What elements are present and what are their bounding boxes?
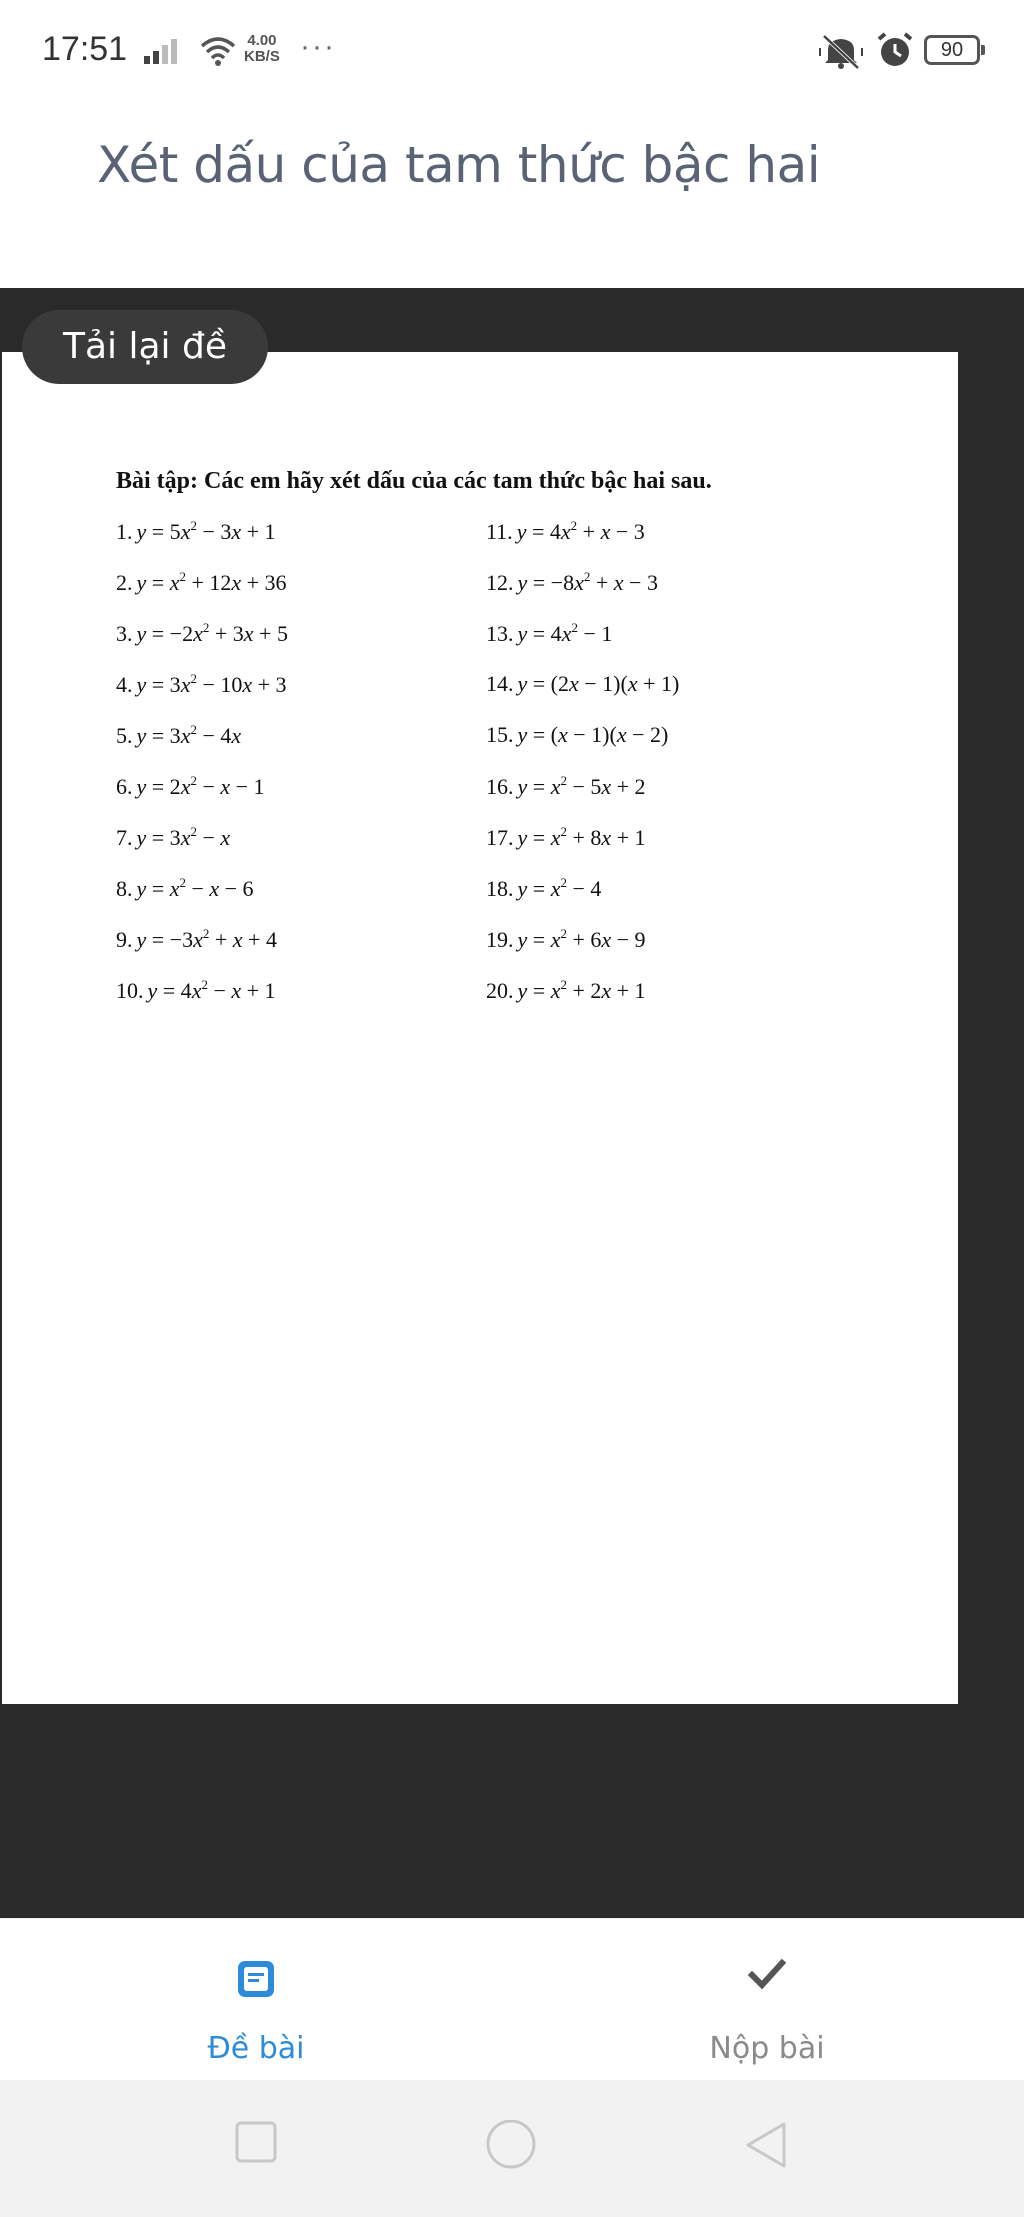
- exercise-item: [486, 518, 645, 545]
- tab-nop-bai[interactable]: [617, 1919, 917, 2081]
- back-icon[interactable]: [744, 2120, 788, 2170]
- status-bar: [0, 0, 1024, 100]
- exercise-number: 6.: [116, 774, 133, 799]
- exercise-expression: $y = x^2 - x - 6$: [136, 875, 254, 901]
- exercise-number: 12.: [486, 570, 514, 595]
- exercise-number: 15.: [486, 722, 514, 747]
- alarm-icon: [876, 31, 914, 69]
- more-notifications-icon: ···: [300, 30, 336, 63]
- exercise-item: [116, 773, 265, 800]
- exercise-expression: $y = -2x^2 + 3x + 5$: [136, 620, 288, 646]
- exercise-number: 3.: [116, 621, 133, 646]
- exercise-number: 13.: [486, 621, 514, 646]
- exercise-number: 1.: [116, 519, 133, 544]
- exercise-number: 11.: [486, 519, 513, 544]
- exercise-number: 17.: [486, 825, 514, 850]
- exercise-item: [116, 620, 288, 647]
- exercise-expression: y = (x − 1)(x − 2): [517, 722, 669, 747]
- document-page: [2, 352, 958, 1704]
- exercise-number: 16.: [486, 774, 514, 799]
- exercise-item: [116, 926, 277, 953]
- exercise-item: [116, 671, 287, 698]
- exercise-number: 5.: [116, 723, 133, 748]
- exercise-item: [116, 569, 287, 596]
- exercise-item: [486, 671, 679, 697]
- exercise-number: 14.: [486, 671, 514, 696]
- wifi-icon: [198, 34, 238, 68]
- exercise-number: 2.: [116, 570, 133, 595]
- recent-apps-icon[interactable]: [234, 2120, 278, 2164]
- exercise-expression: $y = x^2 + 2x + 1$: [517, 977, 646, 1003]
- battery-level: 90: [940, 39, 964, 61]
- exercise-number: 18.: [486, 876, 514, 901]
- exercise-item: [486, 977, 646, 1004]
- speed-unit: KB/S: [244, 48, 280, 65]
- exercise-expression: $y = x^2 + 12x + 36$: [136, 569, 287, 595]
- exercise-item: [116, 824, 230, 851]
- exercise-expression: $y = 3x^2 - 4x$: [136, 722, 242, 748]
- exercise-heading: Bài tập: Các em hãy xét dấu của các tam thức bậc hai sau.: [116, 468, 712, 494]
- exercise-expression: $y = 4x^2 - 1$: [517, 620, 613, 646]
- exercise-item: [486, 824, 646, 851]
- exercise-expression: $y = x^2 - 5x + 2$: [517, 773, 646, 799]
- exercise-expression: $y = 5x^2 - 3x + 1$: [136, 518, 276, 544]
- exercise-expression: $y = x^2 - 4$: [517, 875, 602, 901]
- exercise-expression: $y = x^2 + 8x + 1$: [517, 824, 646, 850]
- reload-exam-button[interactable]: Tải lại đề: [22, 310, 268, 384]
- check-icon: [747, 1957, 787, 1993]
- exercise-item: [486, 926, 646, 953]
- exercise-expression: $y = x^2 + 6x - 9$: [517, 926, 646, 952]
- exercise-number: 4.: [116, 672, 133, 697]
- exercise-expression: $y = 4x^2 + x - 3$: [516, 518, 645, 544]
- network-speed: [244, 33, 280, 65]
- exercise-number: 19.: [486, 927, 514, 952]
- exercise-expression: y = (2x − 1)(x + 1): [517, 671, 680, 696]
- exercise-number: 20.: [486, 978, 514, 1003]
- exercise-number: 8.: [116, 876, 133, 901]
- speed-value: 4.00: [247, 32, 277, 49]
- exercise-expression: $y = -8x^2 + x - 3$: [517, 569, 658, 595]
- exercise-item: [486, 620, 612, 647]
- exercise-item: [486, 722, 668, 748]
- exercise-expression: $y = 3x^2 - x$: [136, 824, 231, 850]
- exercise-item: [486, 773, 646, 800]
- document-icon: [236, 1959, 276, 1999]
- exercise-expression: $y = -3x^2 + x + 4$: [136, 926, 277, 952]
- exercise-number: 10.: [116, 978, 144, 1003]
- exercise-item: [116, 518, 276, 545]
- status-time: 17:51: [42, 30, 128, 68]
- exercise-item: [486, 569, 658, 596]
- battery-icon: [924, 35, 980, 65]
- page-title: Xét dấu của tam thức bậc hai: [97, 136, 821, 194]
- exercise-expression: $y = 4x^2 - x + 1$: [147, 977, 276, 1003]
- exercise-item: [116, 875, 254, 902]
- exercise-item: [116, 977, 276, 1004]
- exercise-item: [486, 875, 601, 902]
- exercise-number: 7.: [116, 825, 133, 850]
- exercise-number: 9.: [116, 927, 133, 952]
- tab-de-bai-label: Đề bài: [207, 2031, 305, 2066]
- exercise-expression: $y = 3x^2 - 10x + 3$: [136, 671, 287, 697]
- signal-icon: [142, 36, 186, 66]
- tab-de-bai[interactable]: [106, 1919, 406, 2081]
- bottom-navigation: [0, 1918, 1024, 2080]
- tab-nop-bai-label: Nộp bài: [709, 2031, 825, 2066]
- exercise-expression: $y = 2x^2 - x - 1$: [136, 773, 265, 799]
- home-icon[interactable]: [484, 2120, 538, 2174]
- mute-icon: [818, 32, 864, 70]
- exercise-item: [116, 722, 241, 749]
- system-navigation-bar: [0, 2080, 1024, 2217]
